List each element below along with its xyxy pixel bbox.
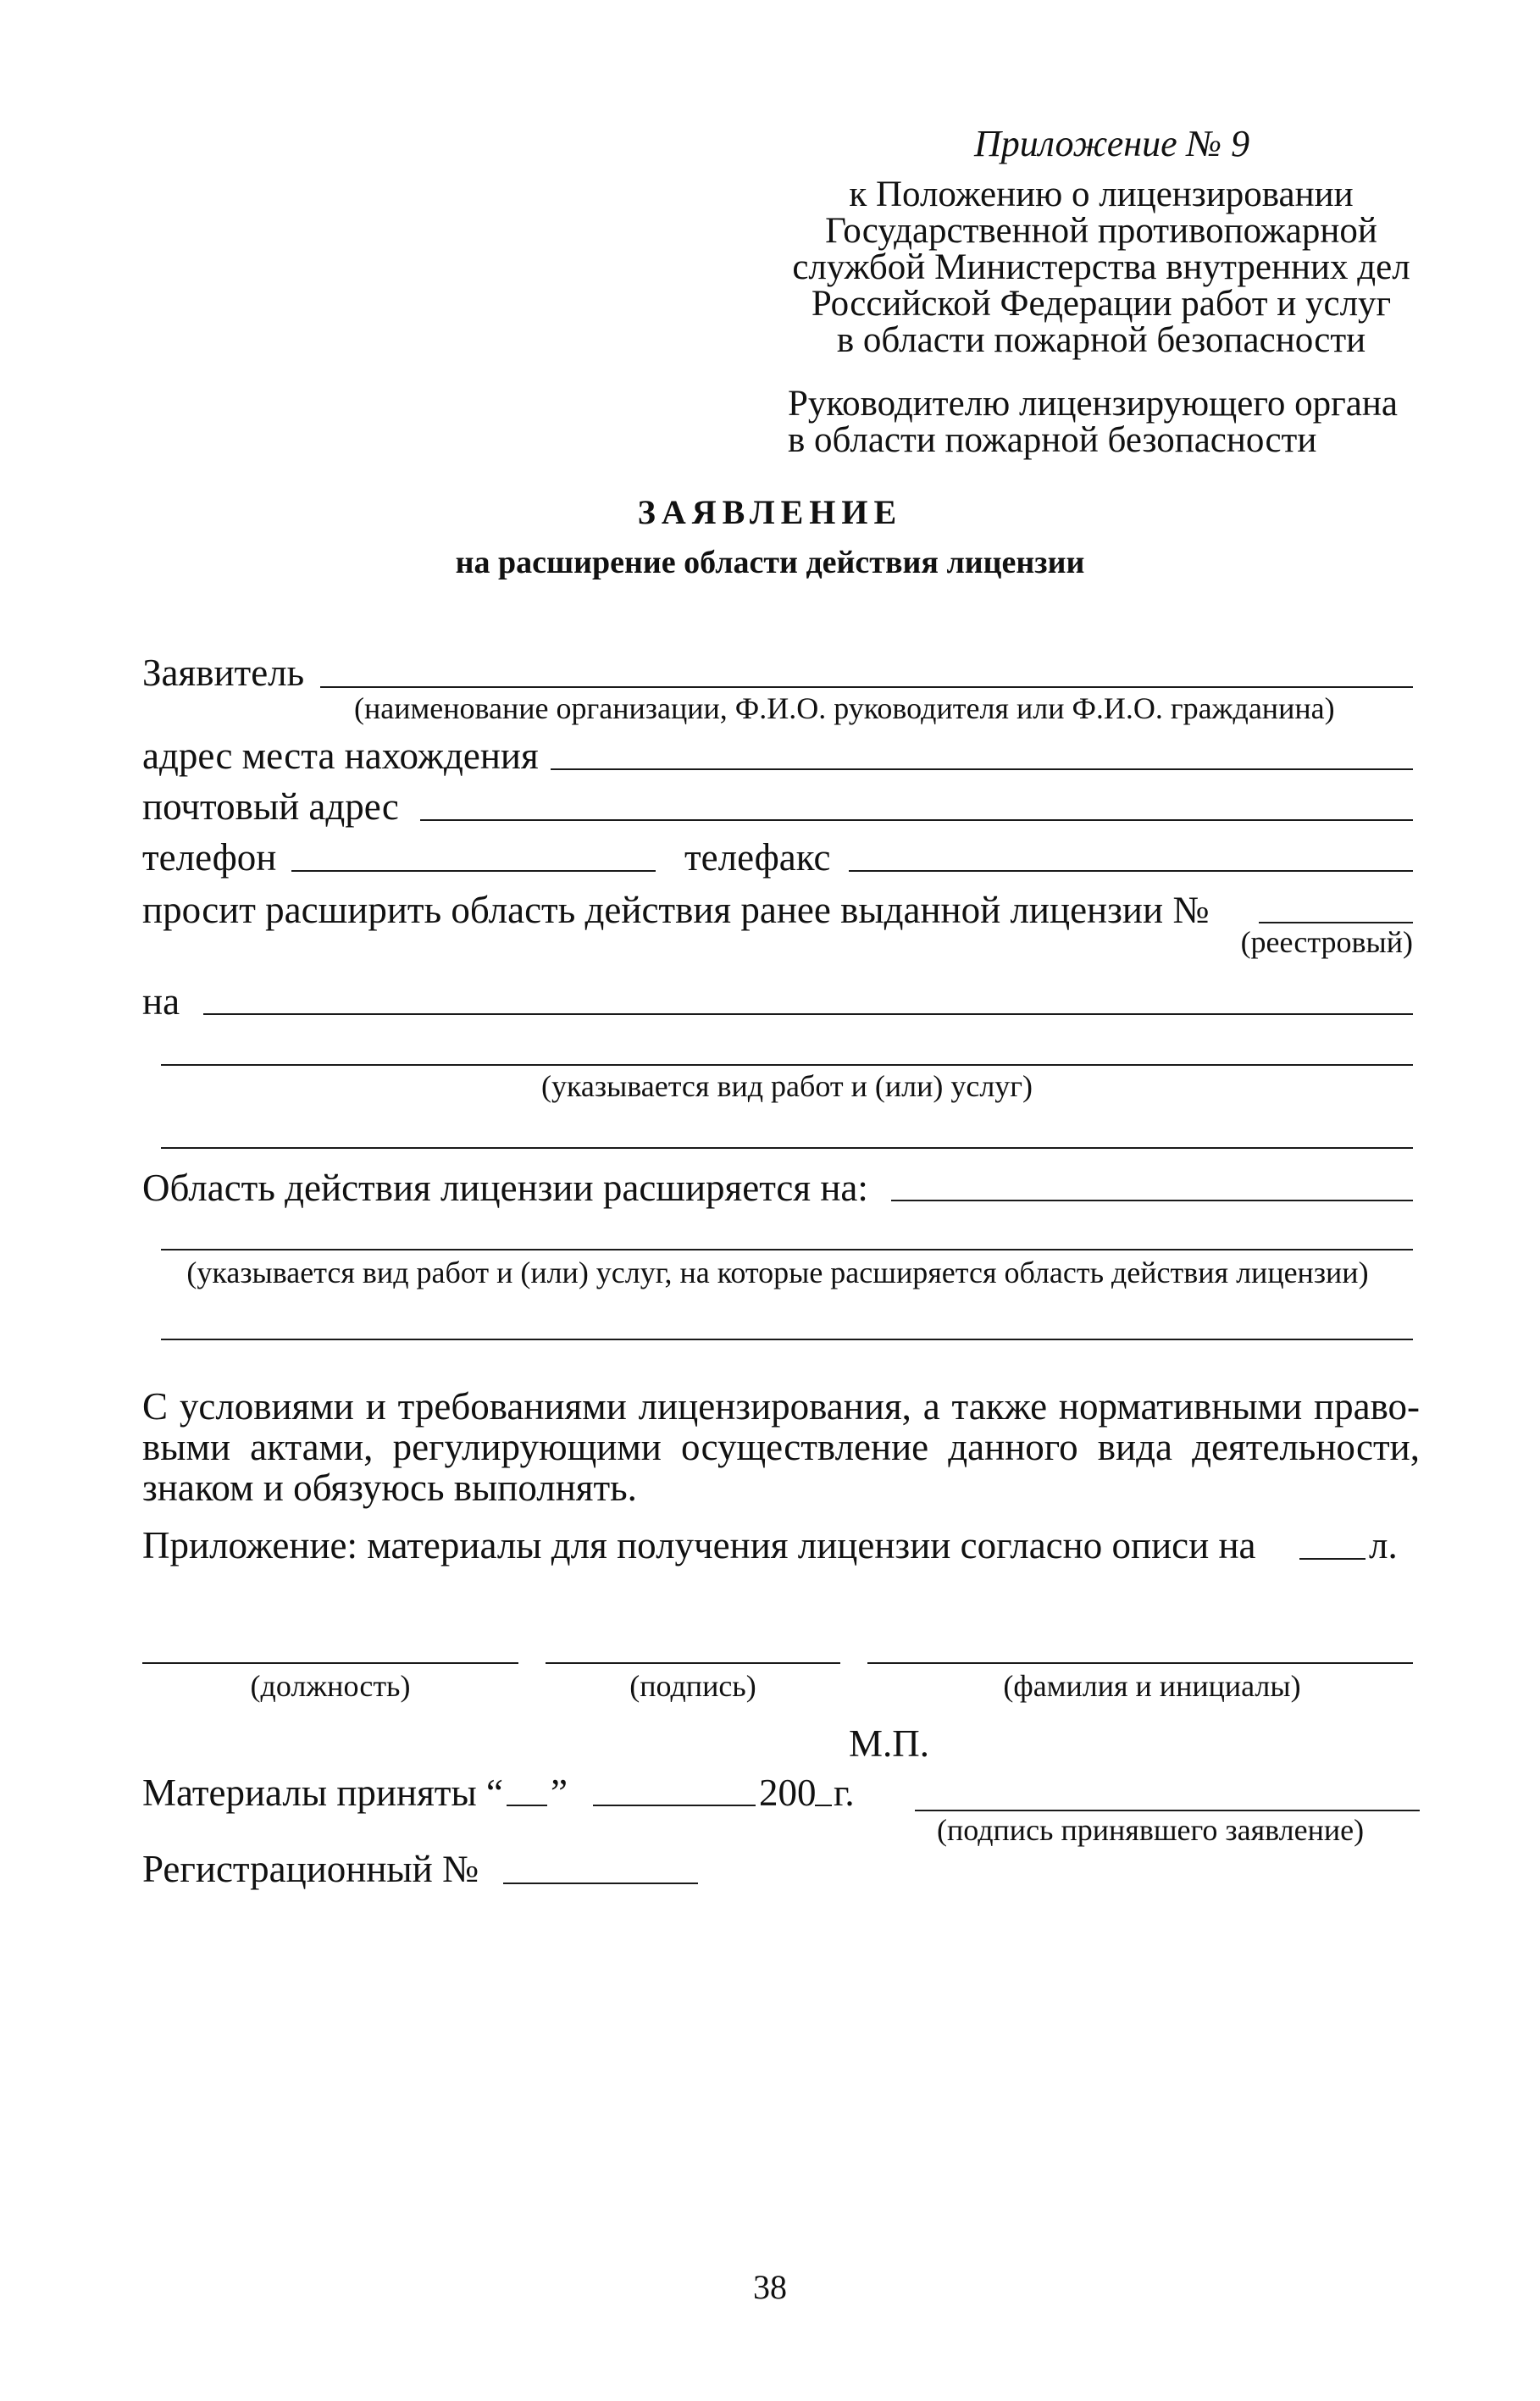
location-address-label: адрес места нахождения: [142, 735, 539, 777]
appendix-line: к Положению о лицензировании: [849, 175, 1354, 214]
document-subtitle: на расширение области действия лицензии: [455, 545, 1085, 580]
receiver-signature-field[interactable]: [915, 1810, 1420, 1811]
extension-field-2[interactable]: [161, 1249, 1413, 1250]
appendix-line: Государственной противопожарной: [825, 211, 1377, 251]
signature-hint: (подпись): [629, 1669, 756, 1703]
postal-address-label: почтовый адрес: [142, 785, 399, 828]
stamp-mark: М.П.: [849, 1722, 930, 1765]
receipt-year: 200: [759, 1772, 817, 1814]
receiver-hint: (подпись принявшего заявление): [937, 1813, 1365, 1847]
position-hint: (должность): [250, 1669, 411, 1703]
request-text: просит расширить область действия ранее выданной лицензии №: [142, 889, 1210, 931]
on-label: на: [142, 980, 180, 1023]
registration-number-field[interactable]: [503, 1883, 698, 1884]
applicant-hint: (наименование организации, Ф.И.О. руководителя или Ф.И.О. гражданина): [354, 691, 1335, 725]
document-title: ЗАЯВЛЕНИЕ: [637, 493, 903, 531]
appendix-line: службой Министерства внутренних дел: [792, 247, 1410, 287]
name-hint: (фамилия и инициалы): [1003, 1669, 1301, 1703]
fax-field[interactable]: [849, 870, 1413, 872]
extension-field-3[interactable]: [161, 1339, 1413, 1340]
receipt-year-suffix: г.: [834, 1772, 855, 1814]
postal-address-field[interactable]: [420, 819, 1413, 821]
receipt-month-field[interactable]: [593, 1805, 756, 1806]
attachment-text: Приложение: материалы для получения лицензии согласно описи на: [142, 1524, 1256, 1566]
location-address-field[interactable]: [551, 768, 1413, 770]
attachment-suffix: л.: [1369, 1524, 1398, 1566]
addressee-line: Руководителю лицензирующего органа: [788, 384, 1398, 424]
applicant-label: Заявитель: [142, 652, 305, 694]
position-field[interactable]: [142, 1662, 518, 1664]
statement-line: выми актами, регулирующими осуществление данного вида деятельности,: [142, 1426, 1420, 1468]
addressee-block: [788, 385, 1432, 458]
signature-field[interactable]: [546, 1662, 840, 1664]
appendix-reference: [762, 176, 1440, 358]
receipt-label: Материалы приняты “: [142, 1772, 503, 1814]
applicant-field[interactable]: [320, 686, 1413, 688]
addressee-line: в области пожарной безопасности: [788, 420, 1317, 460]
phone-label: телефон: [142, 836, 277, 879]
fax-label: телефакс: [684, 836, 831, 879]
page-number: 38: [753, 2268, 787, 2306]
works-hint: (указывается вид работ и (или) услуг): [540, 1069, 1033, 1103]
extension-label: Область действия лицензии расширяется на:: [142, 1167, 868, 1209]
works-field-2[interactable]: [161, 1064, 1413, 1066]
receipt-day-field[interactable]: [507, 1805, 547, 1806]
registry-hint: (реестровый): [1240, 925, 1413, 959]
receipt-year-field[interactable]: [815, 1805, 832, 1806]
statement-line: С условиями и требованиями лицензирования, а также нормативными право-: [142, 1385, 1420, 1428]
works-field-1[interactable]: [203, 1013, 1413, 1015]
registration-label: Регистрационный №: [142, 1848, 479, 1890]
appendix-line: Российской Федерации работ и услуг: [811, 284, 1392, 324]
phone-field[interactable]: [291, 870, 656, 872]
attachment-pages-field[interactable]: [1299, 1558, 1366, 1560]
appendix-line: в области пожарной безопасности: [836, 320, 1366, 360]
extension-field-1[interactable]: [891, 1200, 1413, 1201]
statement-paragraph: [142, 1386, 1420, 1508]
license-number-field[interactable]: [1259, 922, 1413, 923]
receipt-quote-close: ”: [551, 1772, 568, 1814]
extension-hint: (указывается вид работ и (или) услуг, на которые расширяется область действия лицензии): [186, 1256, 1369, 1289]
statement-line: знаком и обязуюсь выполнять.: [142, 1467, 637, 1509]
appendix-title: Приложение № 9: [974, 123, 1250, 164]
works-field-3[interactable]: [161, 1147, 1413, 1149]
name-field[interactable]: [867, 1662, 1413, 1664]
